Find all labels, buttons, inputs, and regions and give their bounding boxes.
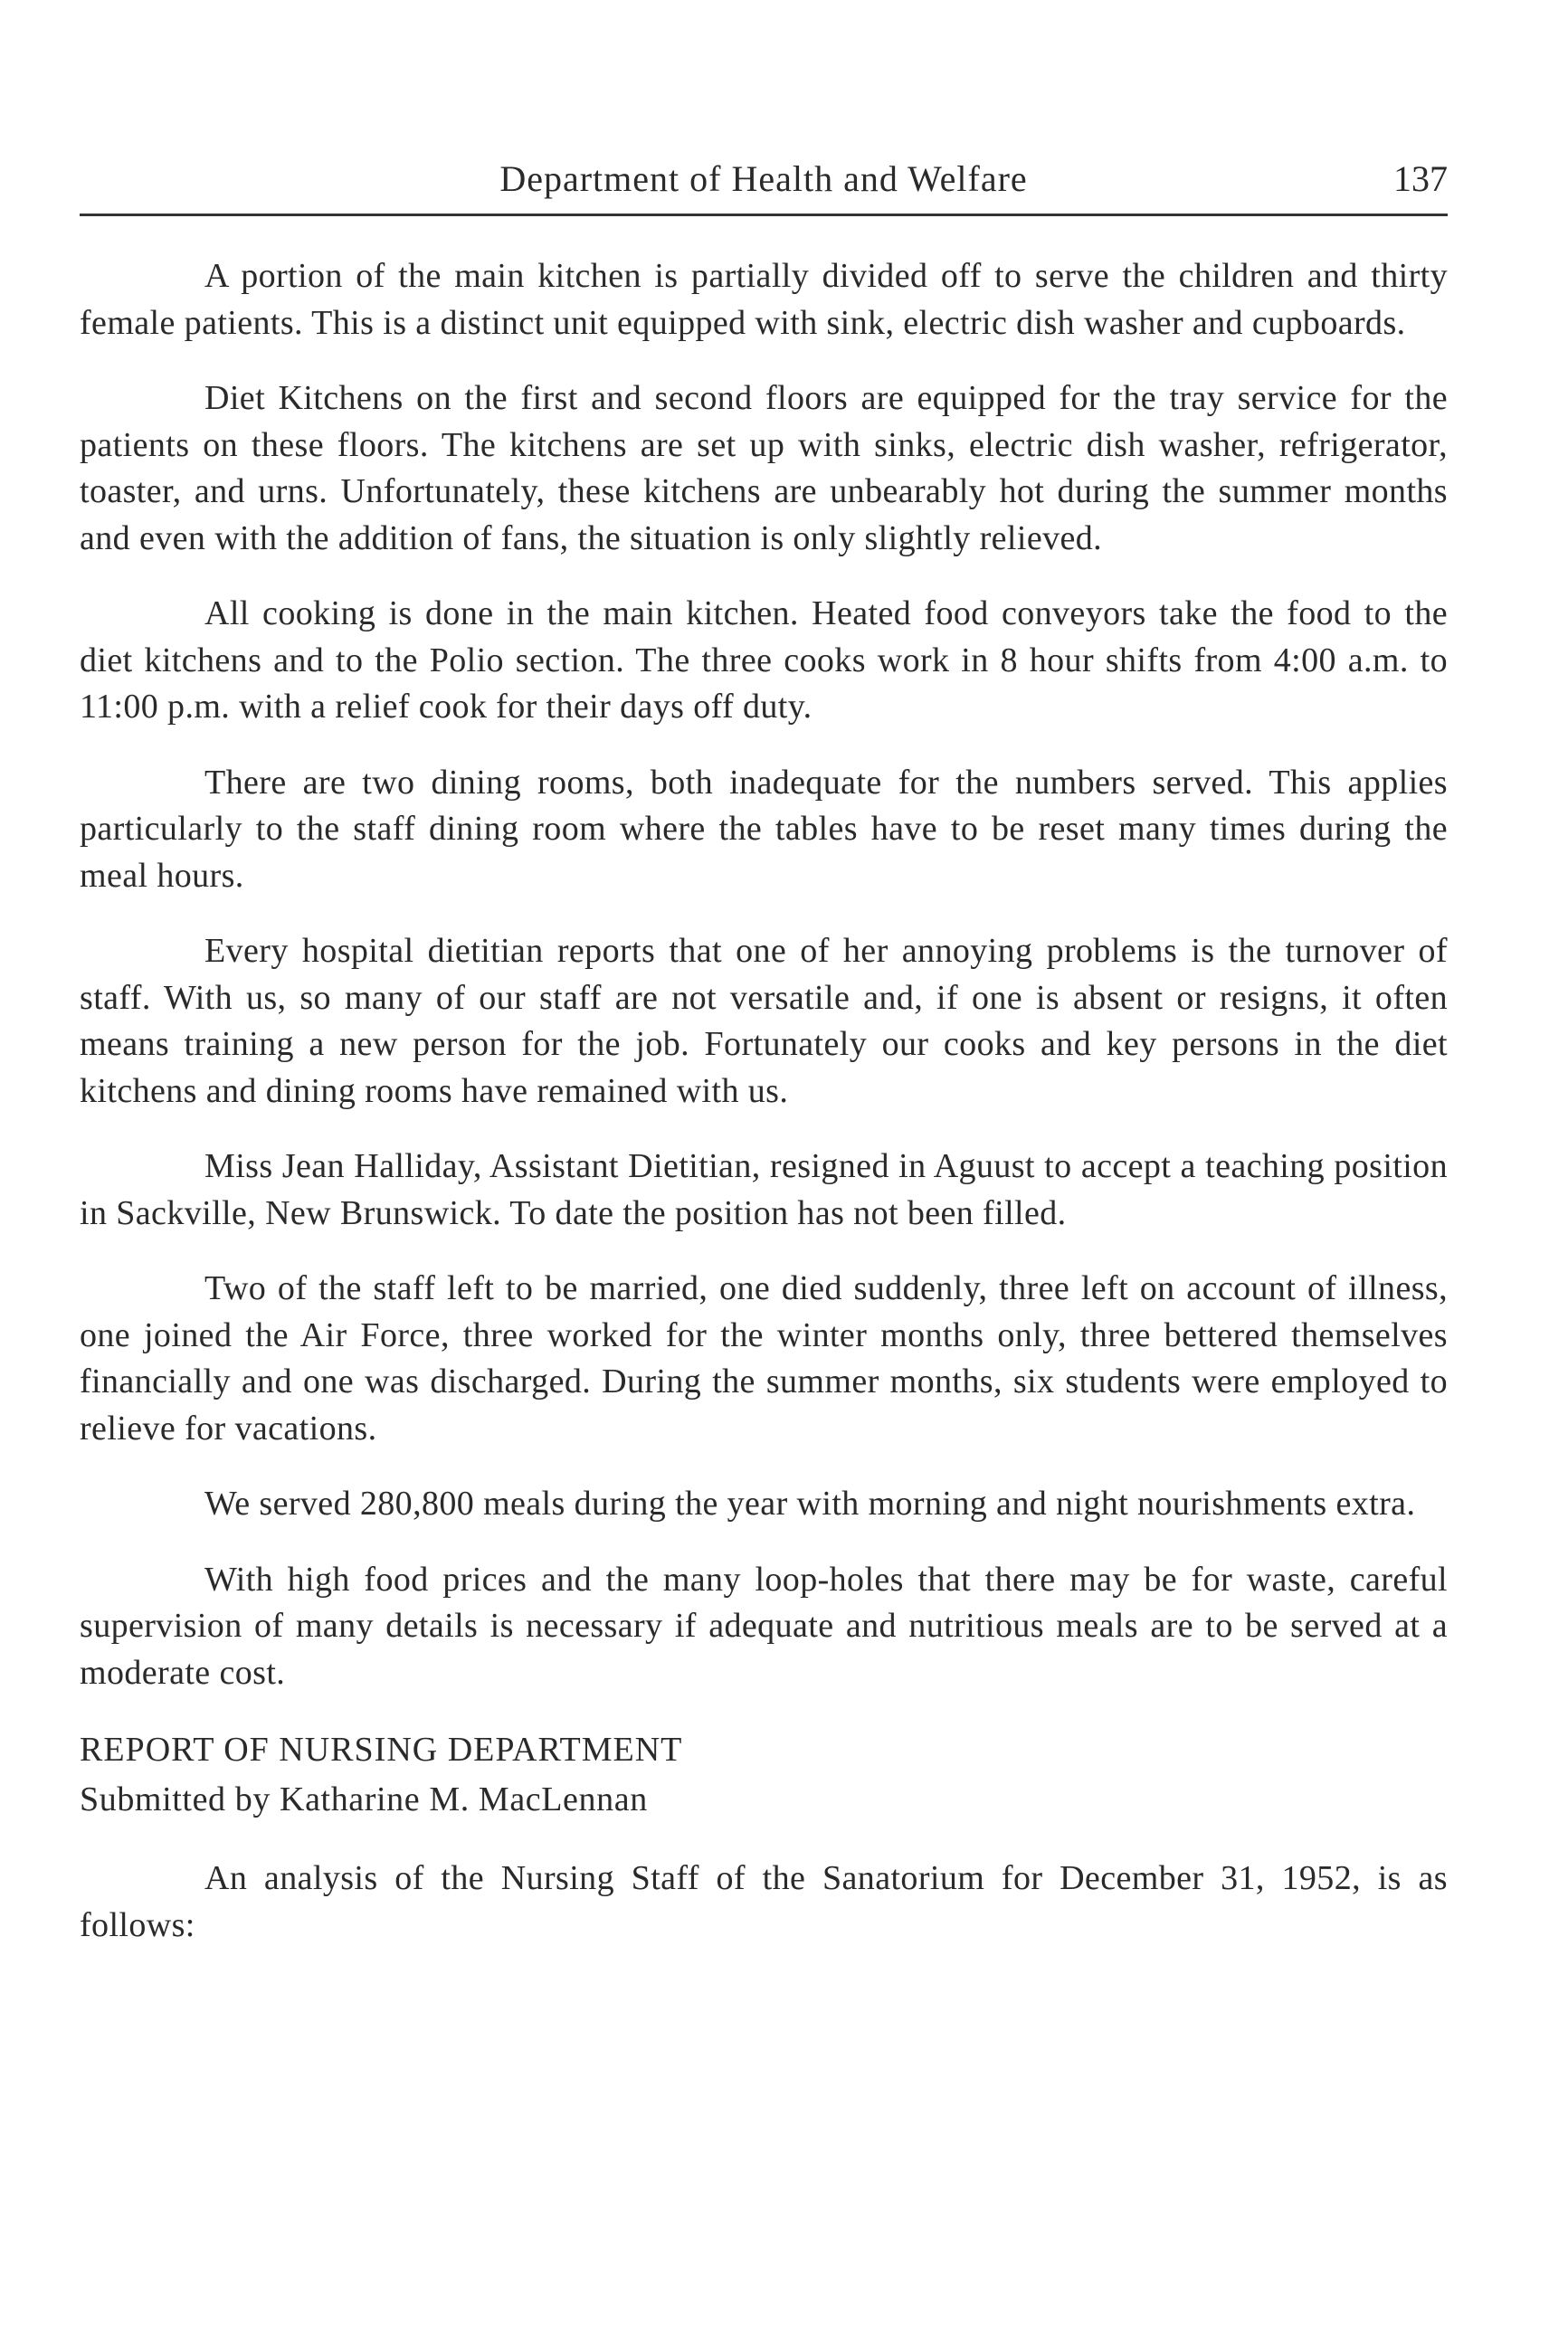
paragraph-resignation: Miss Jean Halliday, Assistant Dietitian, resigned in Aguust to accept a teaching position in Sackville, New Brunswick. To date the position has not been filled. [80, 1147, 1448, 1232]
paragraph-staff-turnover: Every hospital dietitian reports that one of her annoying problems is the turnover of staff. With us, so many of our staff are not versatile and, if one is absent or resigns, it often means training a new person for the job. Fortunately our cooks and key persons in the diet kitchens and dining rooms have remained with us. [80, 932, 1448, 1110]
header-rule [80, 214, 1448, 216]
paragraph-staff-changes: Two of the staff left to be married, one died suddenly, three left on account of illness, one joined the Air Force, three worked for the winter months only, three bettered themselves financially and one was discharged. During the summer months, six students were employed to relieve for vacations. [80, 1269, 1448, 1448]
paragraph-kitchen-unit: A portion of the main kitchen is partially divided off to serve the children and thirty female patients. This is a distinct unit equipped with sink, electric dish washer and cupboards. [80, 257, 1448, 342]
section-heading: REPORT OF NURSING DEPARTMENT [80, 1731, 683, 1769]
section-byline: Submitted by Katharine M. MacLennan [80, 1780, 648, 1818]
paragraph-nursing-intro: An analysis of the Nursing Staff of the Sanatorium for December 31, 1952, is as follows: [80, 1859, 1448, 1944]
paragraph-cooking: All cooking is done in the main kitchen. Heated food conveyors take the food to the diet kitchens and to the Polio section. The three cooks work in 8 hour shifts from 4:00 a.m. to 11:00 p.m. with a relief cook for their days off duty. [80, 594, 1448, 726]
paragraph-food-prices: With high food prices and the many loop-holes that there may be for waste, careful supervision of many details is necessary if adequate and nutritious meals are to be served at a moderate cost. [80, 1560, 1448, 1692]
document-body [80, 253, 1448, 1978]
running-title: Department of Health and Welfare [499, 158, 1028, 199]
paragraph-dining-rooms: There are two dining rooms, both inadequate for the numbers served. This applies particularly to the staff dining room where the tables have to be reset many times during the meal hours. [80, 763, 1448, 895]
paragraph-meals-served: We served 280,800 meals during the year with morning and night nourishments extra. [204, 1485, 1416, 1523]
running-header [80, 152, 1448, 206]
page-number: 137 [1393, 158, 1448, 199]
paragraph-diet-kitchens: Diet Kitchens on the first and second floors are equipped for the tray service for the patients on these floors. The kitchens are set up with sinks, electric dish washer, refrigerator, toaster, and urns. Unfortunately, these kitchens are unbearably hot during the summer months and even with the addition of fans, the situation is only slightly relieved. [80, 379, 1448, 557]
